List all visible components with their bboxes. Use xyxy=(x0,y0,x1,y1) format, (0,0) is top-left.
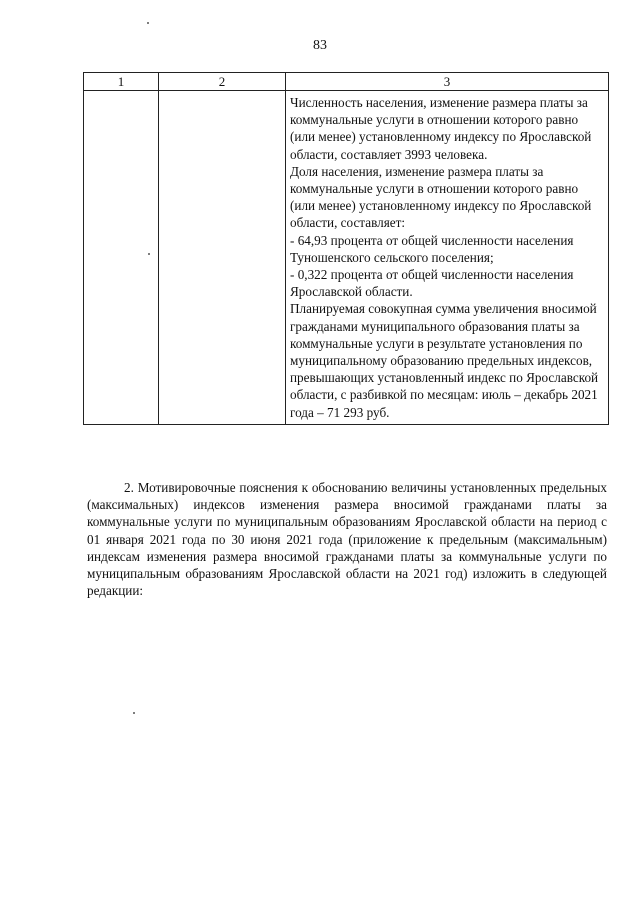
scan-speck xyxy=(133,712,135,714)
population-share-text: Доля населения, изменение размера платы за коммунальные услуги в отношении которого равно (или менее) установленному индексу по Ярославской области, составляет: xyxy=(290,163,592,231)
column-header-3: 3 xyxy=(286,73,609,91)
table-cell-col3 xyxy=(286,91,609,425)
column-header-1: 1 xyxy=(84,73,159,91)
share-region-text: - 0,322 процента от общей численности населения Ярославской области. xyxy=(290,267,574,300)
page-number: 83 xyxy=(313,38,327,53)
share-settlement-text: - 64,93 процента от общей численности населения Туношенского сельского поселения; xyxy=(290,232,574,265)
section-2-paragraph: 2. Мотивировочные пояснения к обоснованию величины установленных предельных (максимальных) индексов изменения размера вносимой гражданами платы за коммунальные услуги по муниципальным образованиям Ярославской области на период с 01 января 2021 года по 30 июня 2021 года (приложение к предельным (максимальным) индексам изменения размера вносимой гражданами платы за коммунальные услуги по муниципальным образованиям Ярославской области на 2021 год) изложить в следующей редакции: xyxy=(87,480,607,599)
planned-sum-text: Планируемая совокупная сумма увеличения вносимой гражданами муниципального образования платы за коммунальные услуги в результате установления по муниципальному образованию предельных индексов, превышающих установленный индекс по Ярославской области, с разбивкой по месяцам: июль – декабрь 2021 года – 71 293 руб. xyxy=(290,301,599,420)
table-header-row xyxy=(84,73,609,91)
table-cell-col1 xyxy=(84,91,159,425)
population-count-text: Численность населения, изменение размера платы за коммунальные услуги в отношении которого равно (или менее) установленному индексу по Ярославской области, составляет 3993 человека. xyxy=(290,95,592,162)
scan-speck xyxy=(147,22,149,24)
table-row xyxy=(84,91,609,425)
section-2 xyxy=(87,479,607,599)
column-header-2: 2 xyxy=(159,73,286,91)
data-table xyxy=(83,72,609,425)
table-cell-col2 xyxy=(159,91,286,425)
